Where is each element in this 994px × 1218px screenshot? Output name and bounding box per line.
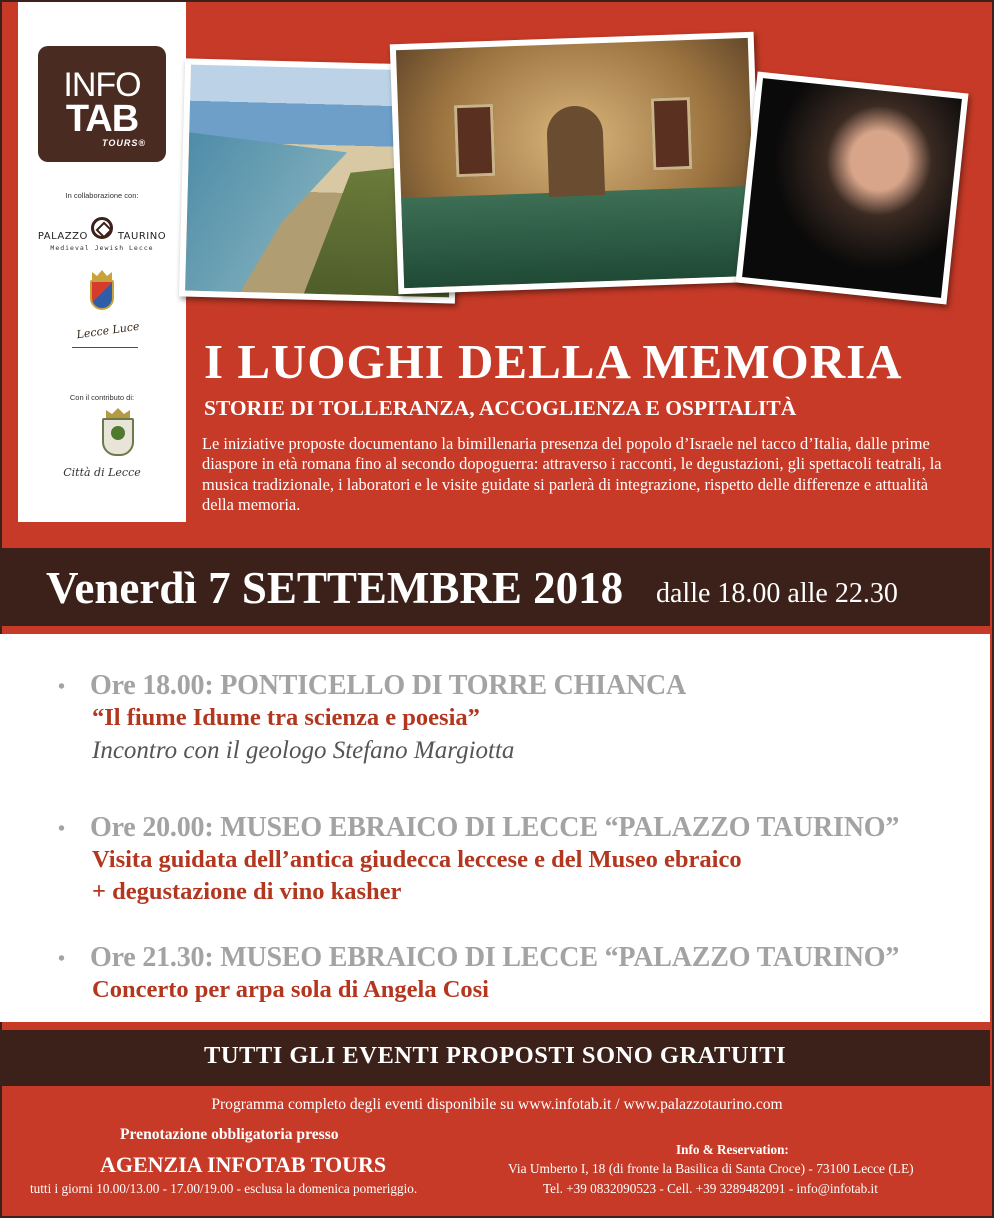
program-item: • Ore 21.30: MUSEO EBRAICO DI LECCE “PALAZZO TAURINO” Concerto per arpa sola di Angela Cosi — [58, 942, 900, 1003]
page-title: I LUOGHI DELLA MEMORIA — [204, 334, 903, 389]
free-events-text: TUTTI GLI EVENTI PROPOSTI SONO GRATUITI — [204, 1042, 786, 1069]
full-program-note: Programma completo degli eventi disponibile su www.infotab.it / www.palazzotaurino.com — [211, 1096, 783, 1113]
signature-logo: Lecce Luce — [75, 319, 141, 342]
intro-paragraph: Le iniziative proposte documentano la bimillenaria presenza del popolo d’Israele nel tacco d’Italia, dalle prime diaspore in età romana fino al secondo dopoguerra: attraverso i racconti, le degustazioni, gli spettacoli teatrali, la musica tradizionale, i laboratori e le visite guidate si parlerà di integrazione, rispetto delle differenze e attualità della memoria. — [202, 434, 942, 515]
opening-hours: tutti i giorni 10.00/13.00 - 17.00/19.00 - esclusa la domenica pomeriggio. — [30, 1181, 418, 1196]
page-subtitle: STORIE DI TOLLERANZA, ACCOGLIENZA E OSPITALITÀ — [204, 396, 797, 420]
agency-name: AGENZIA INFOTAB TOURS — [100, 1152, 387, 1177]
collab-label: In collaborazione con: — [65, 191, 139, 200]
bullet-icon: • — [58, 676, 65, 699]
contrib-label: Con il contributo di: — [69, 393, 135, 402]
harpist-portrait-photo — [736, 72, 969, 305]
city-coat-of-arms-icon — [102, 418, 134, 456]
booking-note: Prenotazione obbligatoria presso — [120, 1126, 339, 1143]
event-time: dalle 18.00 alle 22.30 — [656, 578, 898, 609]
infotab-logo: INFO TAB TOURS® — [38, 46, 166, 162]
palazzo-emblem-icon — [91, 217, 113, 239]
contacts: Tel. +39 0832090523 - Cell. +39 3289482091 - info@infotab.it — [543, 1181, 878, 1196]
citta-di-lecce-label: Città di Lecce — [63, 466, 141, 479]
palazzo-taurino-logo: PALAZZO TAURINO Medieval Jewish Lecce — [18, 217, 186, 252]
crown-icon — [106, 408, 130, 418]
program-item: • Ore 20.00: MUSEO EBRAICO DI LECCE “PALAZZO TAURINO” Visita guidata dell’antica giudecca leccese e del Museo ebraico + degustazione di vino kasher — [58, 812, 900, 905]
program-item: • Ore 18.00: PONTICELLO DI TORRE CHIANCA “Il fiume Idume tra scienza e poesia” Incontro con il geologo Stefano Margiotta — [58, 670, 687, 764]
museum-photo — [390, 32, 763, 295]
address: Via Umberto I, 18 (di fronte la Basilica di Santa Croce) - 73100 Lecce (LE) — [508, 1161, 914, 1176]
info-label: Info & Reservation: — [676, 1142, 789, 1157]
crown-icon — [92, 270, 112, 280]
bullet-icon: • — [58, 818, 65, 841]
coat-of-arms-icon — [90, 280, 114, 310]
bullet-icon: • — [58, 948, 65, 971]
sponsor-sidebar — [18, 2, 186, 522]
event-date: Venerdì 7 SETTEMBRE 2018 — [46, 563, 624, 613]
